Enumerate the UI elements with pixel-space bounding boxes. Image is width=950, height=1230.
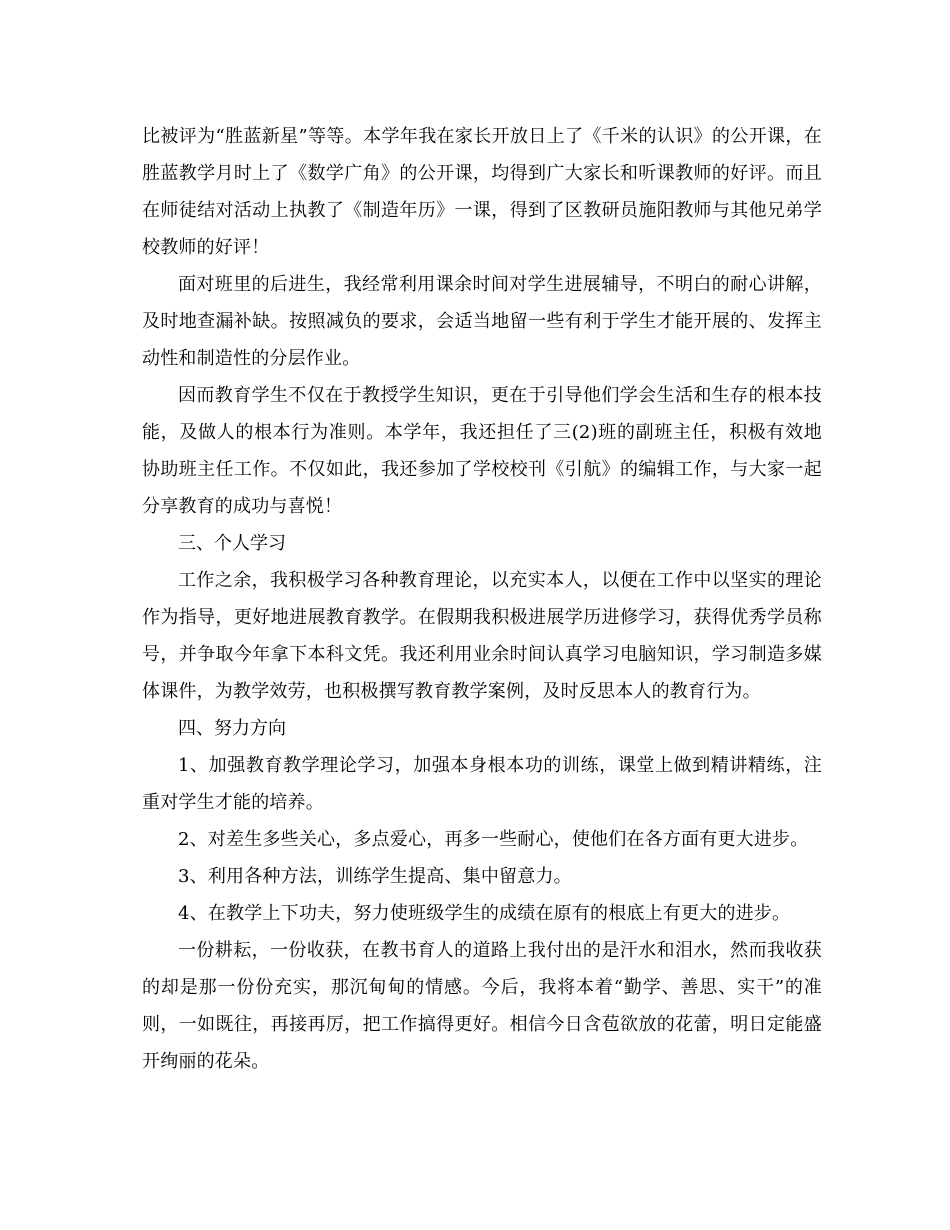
section-heading-personal-study: 三、个人学习 xyxy=(178,533,286,554)
section-heading-direction: 四、努力方向 xyxy=(178,718,286,739)
list-item-4: 4、在教学上下功夫，努力使班级学生的成绩在原有的根底上有更大的进步。 xyxy=(178,903,791,924)
paragraph-3: 因而教育学生不仅在于教授学生知识，更在于引导他们学会生活和生存的根本技能，及做人的根本行为准则。本学年，我还担任了三(2)班的副班主任，积极有效地协助班主任工作。不仅如此，我还参加了学校校刊《引航》的编辑工作，与大家一起分享教育的成功与喜悦！ xyxy=(142,385,822,517)
paragraph-4: 工作之余，我积极学习各种教育理论，以充实本人，以便在工作中以坚实的理论作为指导，更好地进展教育教学。在假期我积极进展学历进修学习，获得优秀学员称号，并争取今年拿下本科文凭。我还利用业余时间认真学习电脑知识，学习制造多媒体课件，为教学效劳，也积极撰写教育教学案例，及时反思本人的教育行为。 xyxy=(142,570,822,702)
document-body xyxy=(142,118,822,1080)
list-item-1: 1、加强教育教学理论学习，加强本身根本功的训练，课堂上做到精讲精练，注重对学生才能的培养。 xyxy=(142,755,822,813)
paragraph-1: 比被评为“胜蓝新星”等等。本学年我在家长开放日上了《千米的认识》的公开课，在胜蓝教学月时上了《数学广角》的公开课，均得到广大家长和听课教师的好评。而且在师徒结对活动上执教了《制造年历》一课，得到了区教研员施阳教师与其他兄弟学校教师的好评！ xyxy=(142,126,822,258)
closing-paragraph: 一份耕耘，一份收获，在教书育人的道路上我付出的是汗水和泪水，然而我收获的却是那一份份充实，那沉甸甸的情感。今后，我将本着“勤学、善思、实干”的准则，一如既往，再接再厉，把工作搞得更好。相信今日含苞欲放的花蕾，明日定能盛开绚丽的花朵。 xyxy=(142,940,822,1072)
paragraph-2: 面对班里的后进生，我经常利用课余时间对学生进展辅导，不明白的耐心讲解，及时地查漏补缺。按照减负的要求，会适当地留一些有利于学生才能开展的、发挥主动性和制造性的分层作业。 xyxy=(142,274,822,369)
list-item-3: 3、利用各种方法，训练学生提高、集中留意力。 xyxy=(178,866,572,887)
list-item-2: 2、对差生多些关心，多点爱心，再多一些耐心，使他们在各方面有更大进步。 xyxy=(178,829,809,850)
